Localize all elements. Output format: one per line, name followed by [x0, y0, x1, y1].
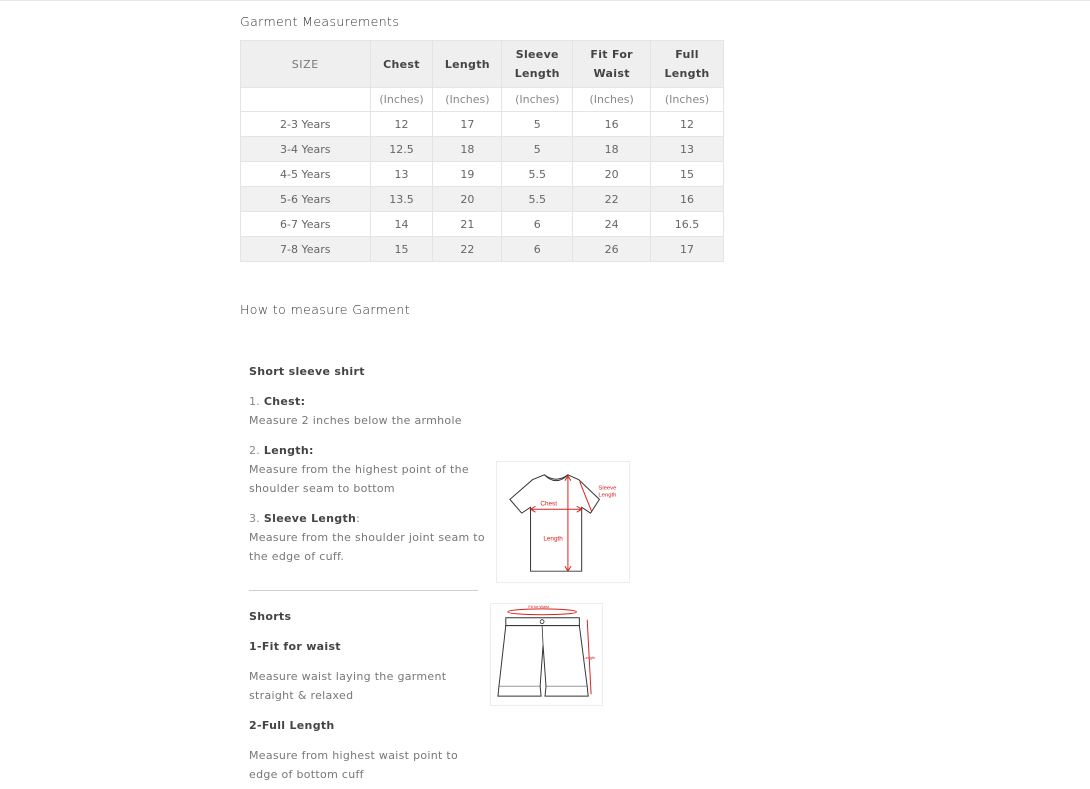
unit-cell: (Inches) — [502, 88, 573, 112]
table-cell: 13 — [370, 162, 433, 187]
table-row — [241, 212, 724, 237]
table-cell: 17 — [651, 237, 724, 262]
unit-cell: (Inches) — [370, 88, 433, 112]
column-header-chest: Chest — [370, 41, 433, 88]
table-row — [241, 162, 724, 187]
shorts-step-length-label: 2-Full Length — [249, 719, 335, 732]
table-cell: 22 — [573, 187, 651, 212]
table-cell: 20 — [573, 162, 651, 187]
step-description: Measure from the shoulder joint seam to the edge of cuff. — [249, 531, 485, 563]
unit-cell: (Inches) — [651, 88, 724, 112]
column-header-length: Length — [433, 41, 502, 88]
size-cell: 2-3 Years — [241, 112, 371, 137]
top-divider — [0, 0, 1090, 1]
sleeve-label: Sleeve — [598, 485, 617, 492]
shirt-illustration — [497, 462, 629, 582]
step-number: 1. — [249, 395, 261, 408]
table-cell: 6 — [502, 237, 573, 262]
table-cell: 18 — [573, 137, 651, 162]
size-cell: 7-8 Years — [241, 237, 371, 262]
table-row — [241, 187, 724, 212]
sleeve-label-2: Length — [598, 492, 617, 499]
size-cell: 5-6 Years — [241, 187, 371, 212]
column-header-fit-for-waist: Fit For Waist — [573, 41, 651, 88]
table-cell: 5.5 — [502, 162, 573, 187]
table-row — [241, 237, 724, 262]
size-cell: 3-4 Years — [241, 137, 371, 162]
shirt-heading: Short sleeve shirt — [249, 365, 365, 378]
shorts-step-waist-label: 1-Fit for waist — [249, 640, 341, 653]
table-cell: 15 — [370, 237, 433, 262]
shorts-illustration — [491, 604, 602, 705]
table-cell: 13 — [651, 137, 724, 162]
table-cell: 14 — [370, 212, 433, 237]
table-cell: 12 — [651, 112, 724, 137]
step-description: Measure 2 inches below the armhole — [249, 414, 462, 427]
section-divider — [249, 590, 478, 591]
table-cell: 20 — [433, 187, 502, 212]
measurements-title: Garment Measurements — [240, 14, 400, 29]
shirt-step-length — [249, 441, 489, 498]
step-label: Chest: — [263, 395, 306, 408]
size-chart-table — [240, 40, 724, 262]
table-cell: 15 — [651, 162, 724, 187]
table-cell: 24 — [573, 212, 651, 237]
table-cell: 5 — [502, 112, 573, 137]
column-header-size: SIZE — [241, 41, 371, 88]
howto-title: How to measure Garment — [240, 302, 411, 317]
table-row — [241, 137, 724, 162]
unit-row — [241, 88, 724, 112]
length-label: Length — [543, 535, 563, 543]
shorts-diagram — [490, 603, 603, 706]
unit-cell — [241, 88, 371, 112]
size-cell: 6-7 Years — [241, 212, 371, 237]
table-cell: 16 — [573, 112, 651, 137]
table-cell: 6 — [502, 212, 573, 237]
table-cell: 5.5 — [502, 187, 573, 212]
table-cell: 12.5 — [370, 137, 433, 162]
table-cell: 5 — [502, 137, 573, 162]
table-cell: 16 — [651, 187, 724, 212]
step-number: 2. — [249, 444, 261, 457]
unit-cell: (Inches) — [433, 88, 502, 112]
shirt-diagram — [496, 461, 630, 583]
table-cell: 12 — [370, 112, 433, 137]
table-header-row — [241, 41, 724, 88]
column-header-full-length: Full Length — [651, 41, 724, 88]
column-header-sleeve-length: Sleeve Length — [502, 41, 573, 88]
shorts-length-label: Length — [583, 654, 596, 660]
table-row — [241, 112, 724, 137]
step-number: 3. — [249, 512, 261, 525]
chest-label: Chest — [540, 500, 558, 508]
shirt-step-chest — [249, 392, 489, 430]
shirt-step-sleeve: 3. Sleeve Length: Measure from the shoulder joint seam to the edge of cuff. — [249, 509, 489, 566]
unit-cell: (Inches) — [573, 88, 651, 112]
size-cell: 4-5 Years — [241, 162, 371, 187]
shorts-step-waist-desc: Measure waist laying the garment straight & relaxed — [249, 670, 447, 702]
step-label: Length: — [263, 444, 314, 457]
table-cell: 26 — [573, 237, 651, 262]
table-cell: 22 — [433, 237, 502, 262]
table-cell: 16.5 — [651, 212, 724, 237]
shorts-step-length-desc: Measure from highest waist point to edge of bottom cuff — [249, 749, 459, 781]
table-cell: 17 — [433, 112, 502, 137]
shorts-heading: Shorts — [249, 610, 292, 623]
step-description: Measure from the highest point of the shoulder seam to bottom — [249, 463, 469, 495]
table-cell: 19 — [433, 162, 502, 187]
waist-label: Fit for Waist — [528, 604, 550, 609]
table-cell: 18 — [433, 137, 502, 162]
table-cell: 13.5 — [370, 187, 433, 212]
step-label: Sleeve Length — [263, 512, 357, 525]
table-cell: 21 — [433, 212, 502, 237]
